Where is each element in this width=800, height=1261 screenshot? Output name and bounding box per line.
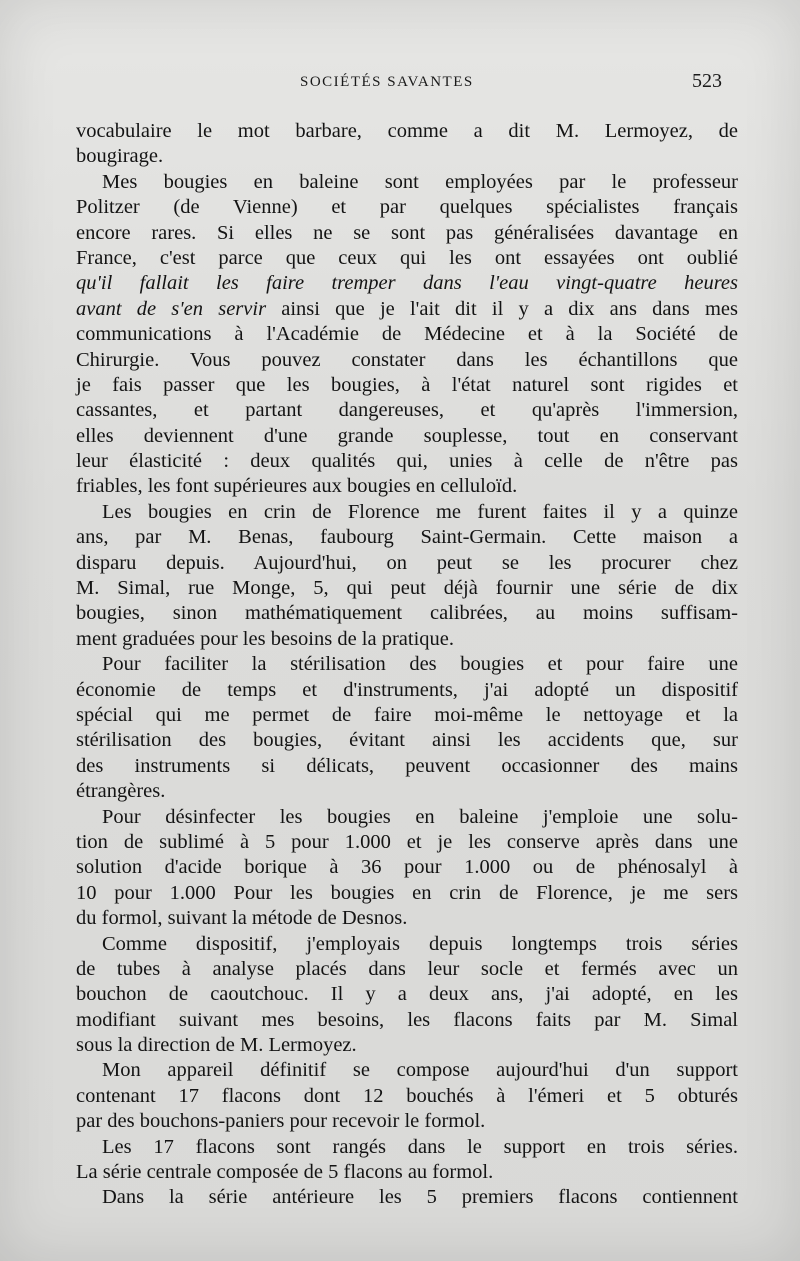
text-line: contenant 17 flacons dont 12 bouchés à l'émeri et 5 obturés <box>76 1084 738 1107</box>
text-line: du formol, suivant la métode de Desnos. <box>76 907 408 930</box>
text-line-italic: qu'il fallait les faire tremper dans l'eau vingt-quatre heures <box>76 272 738 295</box>
page-header <box>0 70 800 102</box>
body-text <box>76 119 738 1211</box>
text-line: Dans la série antérieure les 5 premiers flacons contiennent <box>102 1186 738 1209</box>
text-line: des instruments si délicats, peuvent occasionner des mains <box>76 754 738 777</box>
text-line: bougies, sinon mathématiquement calibrées, au moins suffisam- <box>76 602 738 625</box>
text-line: elles deviennent d'une grande souplesse, tout en conservant <box>76 424 738 447</box>
text-line: étrangères. <box>76 780 166 803</box>
text-line: bouchon de caoutchouc. Il y a deux ans, j'ai adopté, en les <box>76 983 738 1006</box>
text-line: Mes bougies en baleine sont employées par le professeur <box>102 170 738 193</box>
text-line: friables, les font supérieures aux bougies en celluloïd. <box>76 475 518 498</box>
text-line: bougirage. <box>76 145 164 168</box>
text-line: vocabulaire le mot barbare, comme a dit M. Lermoyez, de <box>76 120 738 142</box>
text-line: je fais passer que les bougies, à l'état naturel sont rigides et <box>76 373 738 396</box>
text-line: M. Simal, rue Monge, 5, qui peut déjà fournir une série de dix <box>76 577 738 600</box>
text-line: cassantes, et partant dangereuses, et qu'après l'immersion, <box>76 399 738 422</box>
text-line: spécial qui me permet de faire moi-même le nettoyage et la <box>76 703 738 726</box>
text-phrase: ainsi que je l'ait dit il y a dix ans dans mes <box>266 297 738 320</box>
text-line: solution d'acide borique à 36 pour 1.000 ou de phénosalyl à <box>76 856 738 879</box>
text-line: de tubes à analyse placés dans leur socle et fermés avec un <box>76 957 738 980</box>
text-line: tion de sublimé à 5 pour 1.000 et je les conserve après dans une <box>76 830 738 853</box>
text-line: communications à l'Académie de Médecine et à la Société de <box>76 323 738 346</box>
text-line: Les bougies en crin de Florence me furent faites il y a quinze <box>102 500 738 523</box>
text-line: 10 pour 1.000 Pour les bougies en crin de Florence, je me sers <box>76 881 738 904</box>
text-line: Politzer (de Vienne) et par quelques spécialistes français <box>76 196 738 219</box>
text-line: ment graduées pour les besoins de la pratique. <box>76 627 454 650</box>
text-line-mixed <box>76 297 738 322</box>
text-line: économie de temps et d'instruments, j'ai adopté un dispositif <box>76 678 738 701</box>
text-line: encore rares. Si elles ne se sont pas généralisées davantage en <box>76 221 738 244</box>
page-number: 523 <box>692 70 722 92</box>
text-line: Pour faciliter la stérilisation des bougies et pour faire une <box>102 653 738 676</box>
text-line: La série centrale composée de 5 flacons au formol. <box>76 1161 494 1184</box>
running-title: SOCIÉTÉS SAVANTES <box>300 74 474 90</box>
text-line: Mon appareil définitif se compose aujourd'hui d'un support <box>102 1059 738 1082</box>
text-line: Pour désinfecter les bougies en baleine j'emploie une solu- <box>102 805 738 828</box>
text-line: Comme dispositif, j'employais depuis longtemps trois séries <box>102 932 738 955</box>
text-line: Chirurgie. Vous pouvez constater dans les échantillons que <box>76 348 738 371</box>
text-line: ans, par M. Benas, faubourg Saint-Germain. Cette maison a <box>76 526 738 549</box>
text-line: stérilisation des bougies, évitant ainsi les accidents que, sur <box>76 729 738 752</box>
text-line: France, c'est parce que ceux qui les ont essayées ont oublié <box>76 246 738 269</box>
text-line: sous la direction de M. Lermoyez. <box>76 1034 357 1057</box>
text-line: par des bouchons-paniers pour recevoir le formol. <box>76 1110 486 1133</box>
text-line: disparu depuis. Aujourd'hui, on peut se les procurer chez <box>76 551 738 574</box>
text-line: modifiant suivant mes besoins, les flacons faits par M. Simal <box>76 1008 738 1031</box>
text-line: leur élasticité : deux qualités qui, unies à celle de n'être pas <box>76 450 738 473</box>
italic-phrase: avant de s'en servir <box>76 297 267 320</box>
text-line: Les 17 flacons sont rangés dans le support en trois séries. <box>102 1135 738 1158</box>
